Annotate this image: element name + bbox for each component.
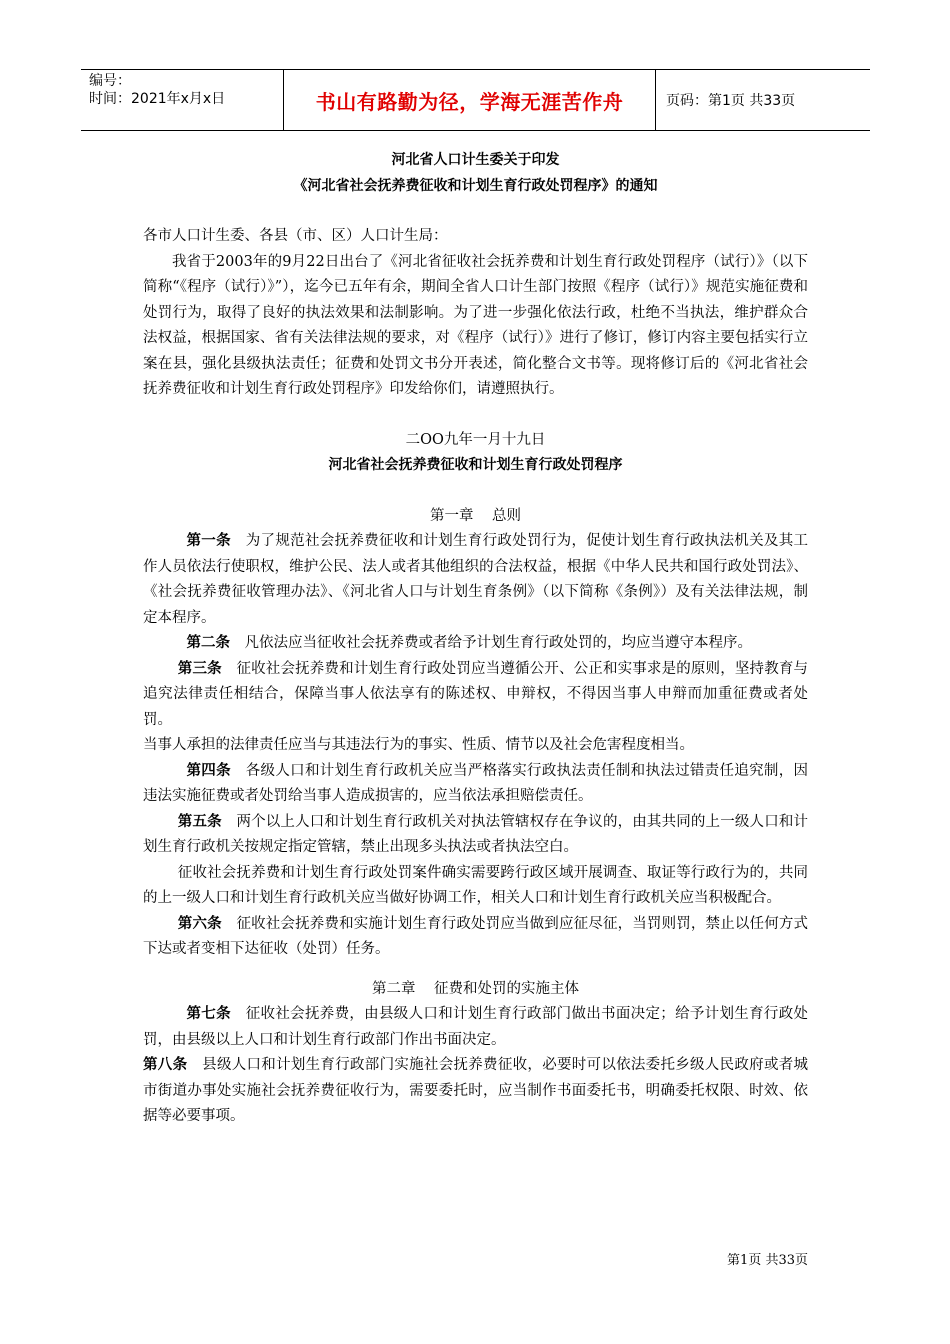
article-1-text: 为了规范社会抚养费征收和计划生育行政处罚行为，促使计划生育行政执法机关及其工作人员依法行使职权，维护公民、法人或者其他组织的合法权益，根据《中华人民共和国行政处罚法》、《社会抚养费征收管理办法》、《河北省人口与计划生育条例》（以下简称《条例》）及有关法律法规，制定本程序。: [143, 533, 809, 626]
article-7: [143, 1002, 808, 1053]
article-2-text: 凡依法应当征收社会抚养费或者给予计划生育行政处罚的，均应当遵守本程序。: [244, 635, 752, 651]
article-8-label: 第八条: [143, 1057, 188, 1073]
article-3-para-2: 当事人承担的法律责任应当与其违法行为的事实、性质、情节以及社会危害程度相当。: [143, 737, 694, 753]
article-1-label: 第一条: [186, 533, 231, 549]
salutation: 各市人口计生委、各县（市、区）人口计生局：: [143, 228, 448, 244]
article-2: [143, 631, 808, 657]
header-page-cell: [656, 70, 870, 130]
article-4: [143, 759, 808, 810]
document-body: [143, 148, 808, 1130]
article-6: [143, 912, 808, 963]
article-5-label: 第五条: [177, 813, 222, 830]
notice-title-line-2: 《河北省社会抚养费征收和计划生育行政处罚程序》的通知: [293, 177, 658, 194]
article-7-text: 征收社会抚养费，由县级人口和计划生育行政部门做出书面决定；给予计划生育行政处罚，由县级以上人口和计划生育行政部门作出书面决定。: [143, 1006, 809, 1048]
article-5: [143, 810, 808, 861]
header-motto-cell: [283, 70, 656, 130]
time-label: 时间：2021年x月x日: [89, 91, 226, 107]
article-4-text: 各级人口和计划生育行政机关应当严格落实行政执法责任制和执法过错责任追究制，因违法实施征费或者处罚给当事人造成损害的，应当依法承担赔偿责任。: [143, 762, 809, 804]
document-header: [81, 69, 870, 131]
notice-title-line-1: 河北省人口计生委关于印发: [391, 152, 560, 168]
issue-date: 二OO九年一月十九日: [405, 431, 546, 448]
page-footer: 第1页 共33页: [727, 1253, 808, 1268]
chapter-2-heading: 第二章 征费和处罚的实施主体: [372, 980, 579, 997]
intro-paragraph: 我省于2003年的9月22日出台了《河北省征收社会抚养费和计划生育行政处罚程序（试行）》（以下简称“《程序（试行）》”），迄今已五年有余，期间全省人口计生部门按照《程序（试行）》规范实施征费和处罚行为，取得了良好的执法效果和法制影响。为了进一步强化依法行政，杜绝不当执法，维护群众合法权益，根据国家、省有关法律法规的要求，对《程序（试行）》进行了修订，修订内容主要包括实行立案在县，强化县级执法责任；征费和处罚文书分开表述，简化整合文书等。现将修订后的《河北省社会抚养费征收和计划生育行政处罚程序》印发给你们，请遵照执行。: [143, 253, 808, 397]
spacer: [143, 963, 808, 977]
article-3-label: 第三条: [177, 660, 222, 677]
number-label: 编号：: [89, 73, 131, 89]
article-6-text: 征收社会抚养费和实施计划生育行政处罚应当做到应征尽征，当罚则罚，禁止以任何方式下达或者变相下达征收（处罚）任务。: [143, 915, 809, 957]
article-8-text: 县级人口和计划生育行政部门实施社会抚养费征收，必要时可以依法委托乡级人民政府或者城市街道办事处实施社会抚养费征收行为，需要委托时，应当制作书面委托书，明确委托权限、时效、依据等必要事项。: [143, 1057, 809, 1124]
article-8: [143, 1053, 808, 1130]
chapter-1-heading: 第一章 总则: [430, 507, 521, 524]
article-3-text: 征收社会抚养费和计划生育行政处罚应当遵循公开、公正和实事求是的原则，坚持教育与追究法律责任相结合，保障当事人依法享有的陈述权、申辩权，不得因当事人申辩而加重征费或者处罚。: [143, 660, 809, 728]
spacer: [143, 403, 808, 428]
regulation-title: 河北省社会抚养费征收和计划生育行政处罚程序: [328, 457, 623, 473]
spacer: [143, 199, 808, 224]
article-7-label: 第七条: [186, 1006, 231, 1022]
spacer: [143, 479, 808, 504]
article-3: [143, 657, 808, 734]
article-2-label: 第二条: [186, 635, 230, 651]
article-5-para-2: 征收社会抚养费和计划生育行政处罚案件确实需要跨行政区域开展调查、取证等行政行为的，共同的上一级人口和计划生育行政机关应当做好协调工作，相关人口和计划生育行政机关应当积极配合。: [143, 864, 808, 906]
header-left-cell: [81, 70, 283, 130]
page-label: 页码：第1页 共33页: [666, 93, 796, 109]
article-6-label: 第六条: [177, 915, 222, 932]
motto-text: 书山有路勤为径，学海无涯苦作舟: [315, 89, 624, 114]
article-4-label: 第四条: [186, 762, 231, 779]
article-1: [143, 529, 808, 631]
article-5-text: 两个以上人口和计划生育行政机关对执法管辖权存在争议的，由其共同的上一级人口和计划生育行政机关按规定指定管辖，禁止出现多头执法或者执法空白。: [143, 813, 809, 855]
